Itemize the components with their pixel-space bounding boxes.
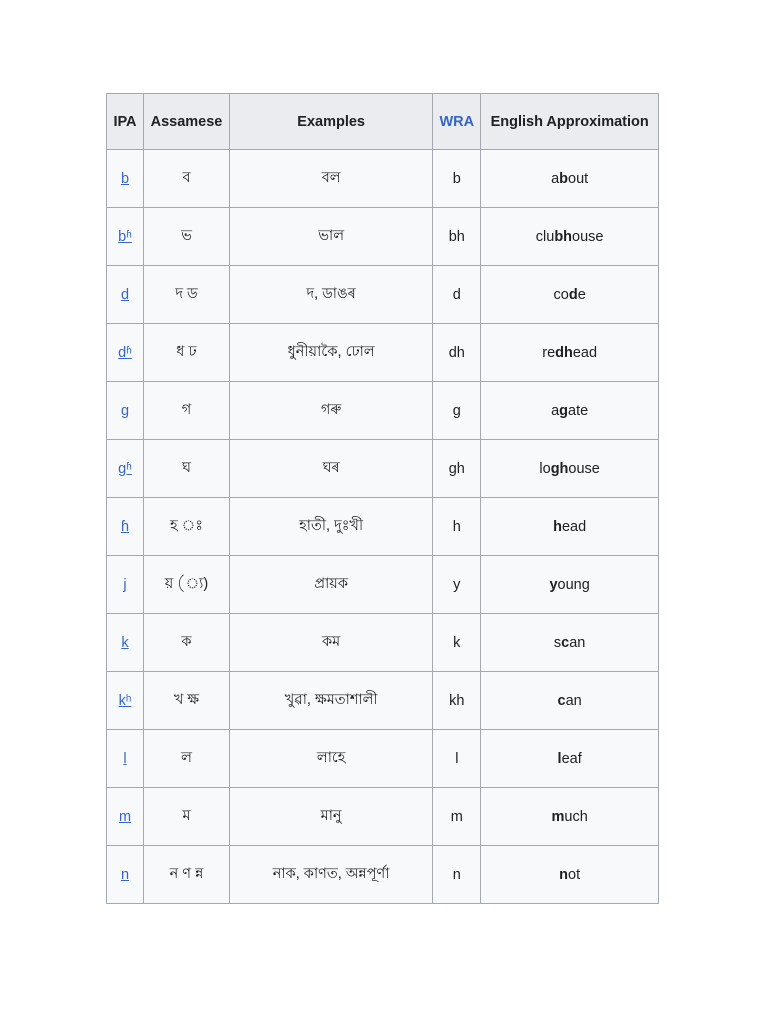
english-word-highlight: m [551, 808, 565, 825]
assamese-letter-cell: ম [143, 788, 229, 846]
english-word-highlight: g [559, 402, 569, 419]
table-row [107, 556, 659, 614]
english-word-suffix: an [569, 634, 586, 651]
wra-cell: dh [433, 324, 481, 382]
ipa-symbol-link[interactable]: ɡ [120, 402, 130, 419]
english-approximation-cell [481, 208, 659, 266]
ipa-cell [107, 382, 144, 440]
wra-cell: bh [433, 208, 481, 266]
examples-cell: ধুনীয়াকৈ, ঢোল [229, 324, 432, 382]
table-row [107, 208, 659, 266]
ipa-cell [107, 614, 144, 672]
header-wra-link[interactable]: WRA [433, 94, 481, 150]
ipa-symbol-link[interactable]: dʱ [118, 344, 132, 361]
english-word-prefix: re [542, 344, 556, 361]
english-word-prefix: a [551, 170, 560, 187]
examples-cell: ঘৰ [229, 440, 432, 498]
ipa-symbol-link[interactable]: m [118, 808, 132, 825]
english-word-prefix: co [553, 286, 569, 303]
english-word-prefix: s [553, 634, 562, 651]
examples-cell: খুৱা, ক্ষমতাশালী [229, 672, 432, 730]
wra-cell: m [433, 788, 481, 846]
table-row [107, 150, 659, 208]
ipa-symbol-link[interactable]: ɦ [120, 518, 130, 535]
assamese-letter-cell: য় (্য) [143, 556, 229, 614]
english-word-highlight: n [559, 866, 569, 883]
english-approximation-cell [481, 498, 659, 556]
english-word-highlight: b [559, 170, 569, 187]
english-word-prefix: clu [535, 228, 555, 245]
header-assamese: Assamese [143, 94, 229, 150]
ipa-symbol-link[interactable]: bʱ [118, 228, 132, 245]
ipa-cell [107, 324, 144, 382]
english-approximation-cell [481, 440, 659, 498]
assamese-letter-cell: ভ [143, 208, 229, 266]
wra-cell: g [433, 382, 481, 440]
english-approximation-cell [481, 150, 659, 208]
ipa-cell [107, 498, 144, 556]
english-approximation-cell [481, 556, 659, 614]
english-word-suffix: eaf [561, 750, 582, 767]
english-approximation-cell [481, 266, 659, 324]
ipa-cell [107, 208, 144, 266]
examples-cell: লাহে [229, 730, 432, 788]
ipa-symbol-link[interactable]: l [123, 750, 127, 767]
english-word-suffix: ate [568, 402, 589, 419]
assamese-letter-cell: গ [143, 382, 229, 440]
english-approximation-cell [481, 846, 659, 904]
english-word-highlight: c [561, 634, 570, 651]
examples-cell: প্ৰায়ক [229, 556, 432, 614]
wra-cell: l [433, 730, 481, 788]
table-body [107, 150, 659, 904]
english-word-highlight: y [549, 576, 558, 593]
english-word-suffix: oung [557, 576, 590, 593]
ipa-cell [107, 266, 144, 324]
english-approximation-cell [481, 788, 659, 846]
ipa-symbol-link[interactable]: j [123, 576, 127, 593]
table-row [107, 788, 659, 846]
assamese-letter-cell: হ ঃ [143, 498, 229, 556]
examples-cell: মানু [229, 788, 432, 846]
ipa-cell [107, 440, 144, 498]
ipa-symbol-link[interactable]: k [121, 634, 129, 651]
wra-cell: k [433, 614, 481, 672]
english-word-highlight: bh [554, 228, 573, 245]
english-word-highlight: d [568, 286, 578, 303]
examples-cell: কম [229, 614, 432, 672]
wra-cell: h [433, 498, 481, 556]
table-row [107, 730, 659, 788]
examples-cell: ভাল [229, 208, 432, 266]
examples-cell: নাক, কাণত, অন্নপূৰ্ণা [229, 846, 432, 904]
ipa-cell [107, 150, 144, 208]
english-word-highlight: c [557, 692, 566, 709]
ipa-cell [107, 730, 144, 788]
english-word-suffix: ot [568, 866, 581, 883]
table-row [107, 846, 659, 904]
examples-cell: গৰু [229, 382, 432, 440]
ipa-symbol-link[interactable]: n [120, 866, 130, 883]
assamese-letter-cell: ন ণ ন্ন [143, 846, 229, 904]
table-row [107, 440, 659, 498]
english-word-prefix: lo [539, 460, 551, 477]
english-word-highlight: gh [550, 460, 569, 477]
wra-cell: b [433, 150, 481, 208]
header-ipa: IPA [107, 94, 144, 150]
assamese-letter-cell: ঘ [143, 440, 229, 498]
wra-cell: kh [433, 672, 481, 730]
ipa-cell [107, 672, 144, 730]
table-row [107, 672, 659, 730]
table-row [107, 382, 659, 440]
wra-cell: y [433, 556, 481, 614]
table-row [107, 614, 659, 672]
english-word-prefix: a [551, 402, 560, 419]
ipa-consonants-table [106, 93, 659, 904]
english-approximation-cell [481, 614, 659, 672]
english-approximation-cell [481, 672, 659, 730]
examples-cell: দ, ডাঙৰ [229, 266, 432, 324]
header-row [107, 94, 659, 150]
english-approximation-cell [481, 730, 659, 788]
english-word-highlight: l [557, 750, 562, 767]
wra-cell: d [433, 266, 481, 324]
english-approximation-cell [481, 324, 659, 382]
table-row [107, 266, 659, 324]
assamese-letter-cell: খ ক্ষ [143, 672, 229, 730]
table-row [107, 498, 659, 556]
english-word-suffix: ead [572, 344, 598, 361]
english-word-highlight: h [553, 518, 562, 535]
assamese-letter-cell: ধ ঢ [143, 324, 229, 382]
english-word-suffix: ead [561, 518, 587, 535]
table-row [107, 324, 659, 382]
header-english-approximation: English Approximation [481, 94, 659, 150]
english-word-suffix: e [577, 286, 586, 303]
english-word-suffix: uch [564, 808, 588, 825]
ipa-cell [107, 556, 144, 614]
ipa-symbol-link[interactable]: b [120, 170, 130, 187]
ipa-symbol-link[interactable]: d [120, 286, 130, 303]
english-word-suffix: out [568, 170, 589, 187]
wra-cell: gh [433, 440, 481, 498]
header-examples: Examples [229, 94, 432, 150]
assamese-letter-cell: ল [143, 730, 229, 788]
english-approximation-cell [481, 382, 659, 440]
ipa-cell [107, 846, 144, 904]
english-word-suffix: ouse [572, 228, 604, 245]
english-word-suffix: ouse [568, 460, 600, 477]
english-word-suffix: an [565, 692, 582, 709]
english-word-highlight: dh [555, 344, 573, 361]
assamese-letter-cell: ব [143, 150, 229, 208]
assamese-letter-cell: ক [143, 614, 229, 672]
ipa-symbol-link[interactable]: ɡʱ [118, 460, 132, 477]
examples-cell: বল [229, 150, 432, 208]
assamese-letter-cell: দ ড [143, 266, 229, 324]
examples-cell: হাতী, দুঃখী [229, 498, 432, 556]
wra-cell: n [433, 846, 481, 904]
ipa-cell [107, 788, 144, 846]
ipa-symbol-link[interactable]: kʰ [118, 692, 132, 709]
